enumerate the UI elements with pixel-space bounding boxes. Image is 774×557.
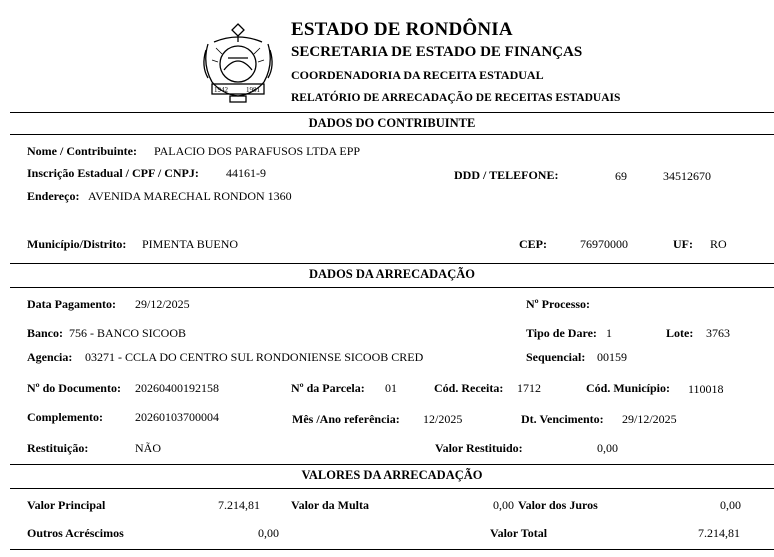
agencia-value: 03271 - CCLA DO CENTRO SUL RONDONIENSE SICOOB CRED	[85, 350, 424, 364]
header-state: ESTADO DE RONDÔNIA	[291, 19, 513, 40]
telefone-label: DDD / TELEFONE:	[454, 168, 559, 182]
principal-value: 7.214,81	[218, 498, 260, 512]
ddd-value: 69	[615, 169, 627, 183]
crest-year-right: 1981	[246, 86, 260, 94]
cep-value: 76970000	[580, 237, 628, 251]
divider	[10, 287, 774, 288]
tipo-dare-label: Tipo de Dare:	[526, 326, 597, 340]
uf-label: UF:	[673, 237, 693, 251]
mes-ano-value: 12/2025	[423, 412, 463, 426]
outros-value: 0,00	[258, 526, 279, 540]
principal-label: Valor Principal	[27, 498, 106, 512]
vencimento-value: 29/12/2025	[622, 412, 677, 426]
uf-value: RO	[710, 237, 727, 251]
header-coordination: COORDENADORIA DA RECEITA ESTADUAL	[291, 68, 544, 82]
juros-value: 0,00	[720, 498, 741, 512]
agencia-label: Agencia:	[27, 350, 73, 364]
data-pagamento-value: 29/12/2025	[135, 297, 190, 311]
restituicao-label: Restituição:	[27, 441, 89, 455]
outros-label: Outros Acréscimos	[27, 526, 124, 540]
section-title-arrecadacao: DADOS DA ARRECADAÇÃO	[309, 267, 475, 281]
nome-value: PALACIO DOS PARAFUSOS LTDA EPP	[154, 144, 361, 158]
valor-restituido-value: 0,00	[597, 441, 618, 455]
endereco-value: AVENIDA MARECHAL RONDON 1360	[88, 189, 292, 203]
divider	[10, 464, 774, 465]
data-pagamento-label: Data Pagamento:	[27, 297, 116, 311]
cod-municipio-label: Cód. Município:	[586, 381, 671, 395]
total-label: Valor Total	[490, 526, 548, 540]
sequencial-label: Sequencial:	[526, 350, 586, 364]
lote-value: 3763	[706, 326, 730, 340]
cod-receita-value: 1712	[517, 381, 541, 395]
total-value: 7.214,81	[698, 526, 740, 540]
inscricao-label: Inscrição Estadual / CPF / CNPJ:	[27, 166, 199, 180]
header-secretariat: SECRETARIA DE ESTADO DE FINANÇAS	[291, 44, 583, 60]
divider	[10, 488, 774, 489]
divider	[10, 134, 774, 135]
parcela-label: Nº da Parcela:	[291, 381, 365, 395]
divider	[10, 549, 774, 550]
sequencial-value: 00159	[597, 350, 627, 364]
endereco-label: Endereço:	[27, 189, 80, 203]
section-title-valores: VALORES DA ARRECADAÇÃO	[301, 468, 483, 482]
crest-year-left: 1942	[214, 86, 228, 94]
documento-value: 20260400192158	[135, 381, 219, 395]
parcela-value: 01	[385, 381, 397, 395]
municipio-label: Município/Distrito:	[27, 237, 127, 251]
nome-label: Nome / Contribuinte:	[27, 144, 137, 158]
cod-receita-label: Cód. Receita:	[434, 381, 504, 395]
juros-label: Valor dos Juros	[518, 498, 598, 512]
valor-restituido-label: Valor Restituido:	[435, 441, 523, 455]
cod-municipio-value: 110018	[688, 382, 724, 396]
multa-value: 0,00	[493, 498, 514, 512]
section-title-contribuinte: DADOS DO CONTRIBUINTE	[308, 116, 476, 130]
multa-label: Valor da Multa	[291, 498, 370, 512]
complemento-value: 20260103700004	[135, 410, 219, 424]
vencimento-label: Dt. Vencimento:	[521, 412, 604, 426]
documento-label: Nº do Documento:	[27, 381, 121, 395]
banco-value: 756 - BANCO SICOOB	[69, 326, 187, 340]
municipio-value: PIMENTA BUENO	[142, 237, 239, 251]
state-crest-icon	[200, 20, 276, 106]
complemento-label: Complemento:	[27, 410, 103, 424]
processo-label: Nº Processo:	[526, 297, 591, 311]
cep-label: CEP:	[519, 237, 547, 251]
lote-label: Lote:	[666, 326, 694, 340]
banco-label: Banco:	[27, 326, 63, 340]
mes-ano-label: Mês /Ano referência:	[292, 412, 400, 426]
header-report: RELATÓRIO DE ARRECADAÇÃO DE RECEITAS ESTADUAIS	[291, 92, 621, 104]
inscricao-value: 44161-9	[226, 166, 266, 180]
tipo-dare-value: 1	[606, 326, 612, 340]
divider	[10, 263, 774, 264]
restituicao-value: NÃO	[135, 441, 161, 455]
divider	[10, 112, 774, 113]
telefone-value: 34512670	[663, 169, 711, 183]
